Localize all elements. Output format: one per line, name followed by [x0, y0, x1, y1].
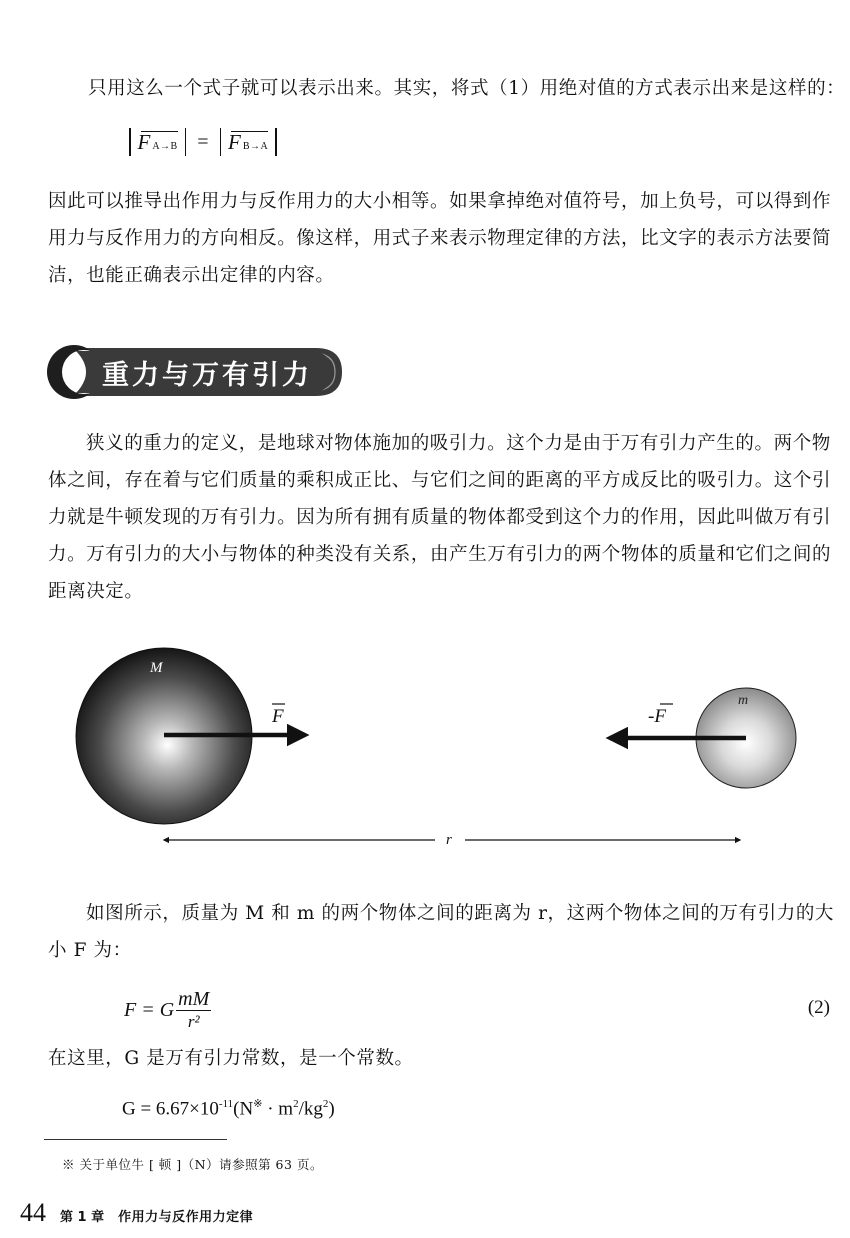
- gravitational-constant-equation: $G = 6.67\times 10^{-11}(N^※ \cdot m^2/kg^2)$: [122, 1098, 335, 1120]
- page-footer: [20, 1198, 253, 1228]
- chapter-label: 第 1 章: [60, 1210, 105, 1225]
- force-vector-b-to-a: F B→A: [228, 129, 269, 154]
- abs-bar: [185, 128, 187, 156]
- abs-bar: [275, 128, 277, 156]
- footnote: ※ 关于单位牛 [ 顿 ]（N）请参照第 63 页。: [62, 1157, 323, 1172]
- paragraph-explanation: 因此可以推导出作用力与反作用力的大小相等。如果拿掉绝对值符号，加上负号，可以得到作用力与反作用力的方向相反。像这样，用式子来表示物理定律的方法，比文字的表示方法要简洁，也能正确表示出定律的内容。: [48, 191, 832, 286]
- equals-sign: =: [197, 130, 209, 153]
- equation-number: (2): [807, 997, 830, 1018]
- paragraph-gravity-definition: 狭义的重力的定义，是地球对物体施加的吸引力。这个力是由于万有引力产生的。两个物体之间，存在着与它们质量的乘积成正比、与它们之间的距离的平方成反比的吸引力。这个引力就是牛顿发现的万有引力。因为所有拥有质量的物体都受到这个力的作用，因此叫做万有引力。万有引力的大小与物体的种类没有关系，由产生万有引力的两个物体的质量和它们之间的距离决定。: [48, 433, 832, 602]
- chapter-title: 作用力与反作用力定律: [118, 1210, 254, 1225]
- force-vector-a-to-b: F A→B: [137, 129, 178, 154]
- footnote-divider: [44, 1139, 227, 1140]
- paragraph-formula-intro: 如图所示，质量为 M 和 m 的两个物体之间的距离为 r，这两个物体之间的万有引力的大小 F 为：: [48, 903, 835, 961]
- formula-numerator: mM: [178, 988, 210, 1010]
- page-number: 44: [20, 1198, 46, 1227]
- gravitation-diagram: [60, 640, 820, 865]
- force-label: F: [272, 706, 284, 727]
- paragraph-constant: 在这里，G 是万有引力常数，是一个常数。: [48, 1048, 414, 1069]
- small-mass-label: m: [738, 693, 749, 708]
- section-title: 重力与万有引力: [102, 360, 312, 391]
- distance-label: r: [446, 832, 452, 848]
- large-mass-label: M: [150, 660, 163, 676]
- formula-lhs: F = G: [124, 999, 175, 1021]
- paragraph-intro: 只用这么一个式子就可以表示出来。其实，将式（1）用绝对值的方式表示出来是这样的：: [88, 78, 846, 99]
- equation-absolute-value: [126, 128, 280, 156]
- abs-bar: [129, 128, 131, 156]
- formula-denominator: r²: [187, 1012, 200, 1031]
- gravitation-formula: [124, 988, 211, 1033]
- formula-fraction: [176, 988, 211, 1033]
- abs-bar: [220, 128, 222, 156]
- reaction-force-label: -F: [648, 706, 666, 727]
